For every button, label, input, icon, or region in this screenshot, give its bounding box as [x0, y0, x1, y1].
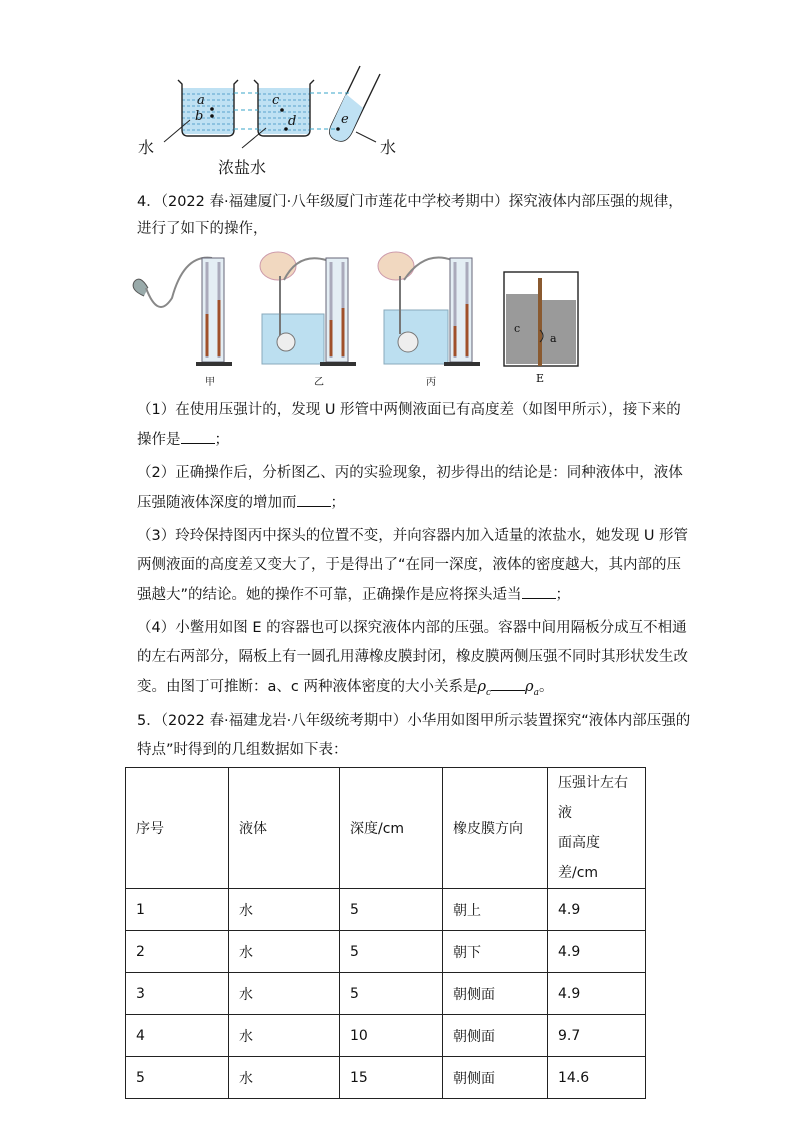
fig-label-bing: 丙	[426, 377, 436, 388]
q4-p4-line1: （4）小鳖用如图 E 的容器也可以探究液体内部的压强。容器中间用隔板分成互不相通	[137, 620, 687, 636]
header-cell: 深度/cm	[340, 768, 443, 889]
table-row: 2 水 5 朝下 4.9	[126, 931, 646, 973]
beaker-brine	[254, 80, 314, 136]
header-cell: 橡皮膜方向	[443, 768, 548, 889]
point-label-e: e	[341, 112, 349, 127]
q4-p3-line1: （3）玲玲保持图丙中探头的位置不变，并向容器内加入适量的浓盐水，她发现 U 形管	[137, 528, 689, 544]
fig-label-e: E	[536, 372, 545, 385]
q4-number: 4．	[137, 194, 161, 210]
table-row: 4 水 10 朝侧面 9.7	[126, 1015, 646, 1057]
header-cell: 液体	[229, 768, 340, 889]
table-header-row	[126, 768, 646, 889]
point-label-a: a	[197, 93, 205, 108]
q4-intro-line1: 4．（2022 春·福建厦门·八年级厦门市莲花中学校考期中）探究液体内部压强的规律，	[137, 194, 683, 210]
q4-p2-line2: 压强随液体深度的增加而 ；	[137, 492, 345, 514]
q4-p4-line2: 的左右两部分，隔板上有一圆孔用薄橡皮膜封闭，橡皮膜两侧压强不同时其形状发生改	[137, 649, 688, 665]
q4-p4-line3: 变。由图丁可推断：a、c 两种液体密度的大小关系是$\rho_c$ $\rho_a$。	[137, 676, 553, 704]
rho-a: $\rho_a$	[525, 679, 539, 698]
beaker-water-left	[178, 80, 238, 136]
fig-label-yi: 乙	[314, 377, 324, 388]
q4-p3-line2: 两侧液面的高度差又变大了，于是得出了“在同一深度，液体的密度越大，其内部的压	[137, 557, 682, 573]
data-table	[125, 767, 646, 1099]
table-row: 5 水 15 朝侧面 14.6	[126, 1057, 646, 1099]
q4-p3-line3: 强越大”的结论。她的操作不可靠，正确操作是应将探头适当 ；	[137, 584, 570, 606]
rho-c: $\rho_c$	[477, 679, 492, 698]
point-label-c: c	[272, 93, 280, 108]
table-row: 1 水 5 朝上 4.9	[126, 889, 646, 931]
table-row: 3 水 5 朝侧面 4.9	[126, 973, 646, 1015]
answer-blank-1[interactable]	[181, 429, 215, 444]
pressure-gauge-figures	[128, 250, 588, 390]
figure-yi	[260, 252, 356, 366]
beaker-figure	[120, 62, 420, 180]
answer-blank-4[interactable]	[491, 676, 525, 691]
q5-intro-line1: 5．（2022 春·福建龙岩·八年级统考期中）小华用如图甲所示装置探究“液体内部压强的	[137, 713, 691, 729]
q5-intro-line2: 特点”时得到的几组数据如下表：	[137, 742, 348, 758]
q4-p2-line1: （2）正确操作后，分析图乙、丙的实验现象，初步得出的结论是：同种液体中，液体	[137, 465, 683, 481]
q5-number: 5．	[137, 713, 161, 729]
header-cell: 序号	[126, 768, 229, 889]
fig-label-a: a	[550, 332, 557, 345]
answer-blank-2[interactable]	[297, 492, 331, 507]
figure-jia	[133, 258, 232, 366]
q4-intro-line2: 进行了如下的操作，	[137, 221, 268, 237]
point-label-b: b	[195, 109, 204, 124]
label-brine: 浓盐水	[218, 158, 267, 177]
figure-e	[504, 272, 578, 366]
point-label-d: d	[288, 114, 297, 129]
answer-blank-3[interactable]	[522, 584, 556, 599]
label-water-right: 水	[380, 138, 397, 157]
label-water-left: 水	[138, 138, 155, 157]
fig-label-c: c	[514, 322, 521, 335]
figure-bing	[378, 252, 480, 366]
header-cell: 压强计左右液 面高度差/cm	[548, 768, 646, 889]
q4-p1-line1: （1）在使用压强计的，发现 U 形管中两侧液面已有高度差（如图甲所示），接下来的	[137, 402, 681, 418]
fig-label-jia: 甲	[205, 377, 215, 388]
q4-p1-line2: 操作是 ；	[137, 429, 229, 451]
